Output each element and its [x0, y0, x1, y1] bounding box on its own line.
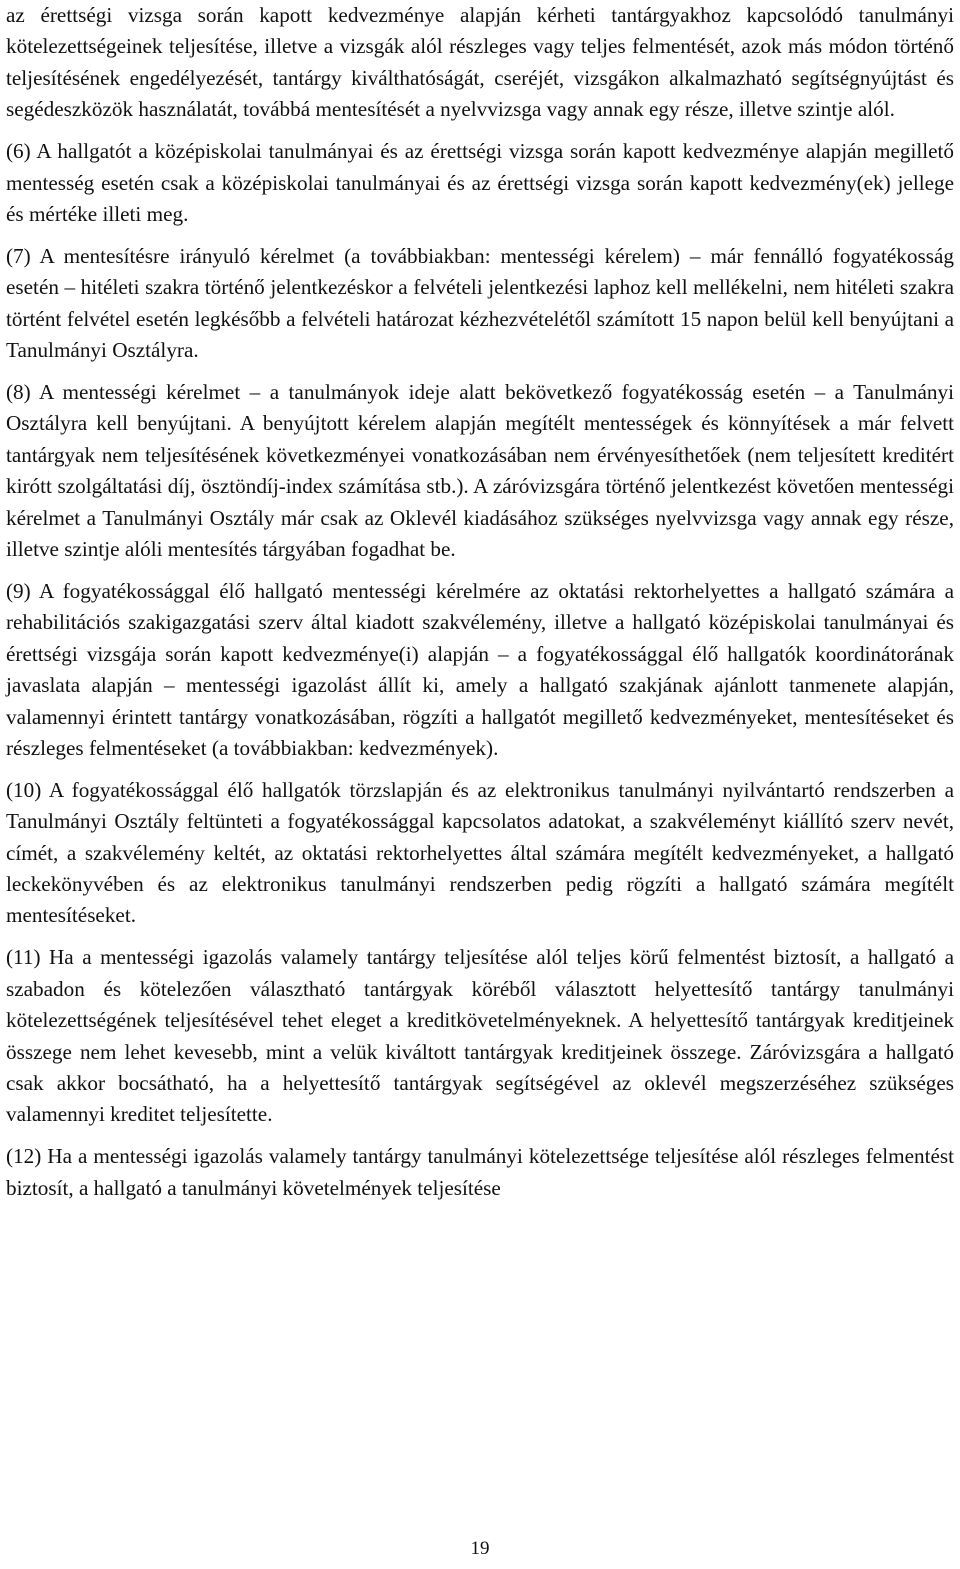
page-number: 19 — [470, 1538, 490, 1559]
paragraph-6: (6) A hallgatót a középiskolai tanulmányai és az érettségi vizsga során kapott kedvezménye alapján megillető mentesség esetén csak a középiskolai tanulmányai és az érettségi vizsga során kapott kedvezmény(ek) jellege és mértéke illeti meg. — [6, 139, 954, 226]
paragraph-9: (9) A fogyatékossággal élő hallgató mentességi kérelmére az oktatási rektorhelyettes a hallgató számára a rehabilitációs szakigazgatási szerv által kiadott szakvélemény, illetve a hallgató középiskolai tanulmányai és érettségi vizsgája során kapott kedvezménye(i) alapján – a fogyatékossággal élő hallgatók koordinátorának javaslata alapján – mentességi igazolást állít ki, amely a hallgató szakjának ajánlott tanmenete alapján, valamennyi érintett tantárgy vonatkozásában, rögzíti a hallgatót megillető kedvezményeket, mentesítéseket és részleges felmentéseket (a továbbiakban: kedvezmények). — [6, 578, 954, 760]
paragraph-12: (12) Ha a mentességi igazolás valamely tantárgy tanulmányi kötelezettsége teljesítése alól részleges felmentést biztosít, a hallgató a tanulmányi követelmények teljesítése — [6, 1144, 954, 1200]
paragraph-7: (7) A mentesítésre irányuló kérelmet (a továbbiakban: mentességi kérelem) – már fennálló fogyatékosság esetén – hitéleti szakra történő jelentkezéskor a felvételi jelentkezési laphoz kell mellékelni, nem hitéleti szakra történt felvétel esetén legkésőbb a felvételi határozat kézhezvételétől számított 15 napon belül kell benyújtani a Tanulmányi Osztályra. — [6, 243, 954, 363]
paragraph-8: (8) A mentességi kérelmet – a tanulmányok ideje alatt bekövetkező fogyatékosság esetén – a Tanulmányi Osztályra kell benyújtani. A benyújtott kérelem alapján megítélt mentességek és könnyítések a már felvett tantárgyak nem teljesítésének következményei vonatkozásában nem érvényesíthetőek (nem teljesített kreditért kirótt szolgáltatási díj, ösztöndíj-index számítása stb.). A záróvizsgára történő jelentkezést követően mentességi kérelmet a Tanulmányi Osztály már csak az Oklevél kiadásához szükséges nyelvvizsga vagy annak egy része, illetve szintje alóli mentesítés tárgyában fogadhat be. — [6, 379, 954, 561]
document-page — [6, 0, 954, 1204]
paragraph-continuation: az érettségi vizsga során kapott kedvezménye alapján kérheti tantárgyakhoz kapcsolódó tanulmányi kötelezettségeinek teljesítése, illetve a vizsgák alól részleges vagy teljes felmentését, azok más módon történő teljesítésének engedélyezését, tantárgy kiválthatóságát, cseréjét, vizsgákon alkalmazható segítségnyújtást és segédeszközök használatát, továbbá mentesítését a nyelvvizsga vagy annak egy része, illetve szintje alól. — [6, 3, 954, 122]
paragraph-10: (10) A fogyatékossággal élő hallgatók törzslapján és az elektronikus tanulmányi nyilvántartó rendszerben a Tanulmányi Osztály feltünteti a fogyatékossággal kapcsolatos adatokat, a szakvéleményt kiállító szerv nevét, címét, a szakvélemény keltét, az oktatási rektorhelyettes által számára megítélt kedvezményeket, a hallgató leckekönyvében és az elektronikus tanulmányi rendszerben pedig rögzíti a hallgató számára megítélt mentesítéseket. — [6, 777, 954, 928]
paragraph-11: (11) Ha a mentességi igazolás valamely tantárgy teljesítése alól teljes körű felmentést biztosít, a hallgató a szabadon és kötelezően választható tantárgyak köréből választott helyettesítő tantárgy tanulmányi kötelezettségének teljesítésével tehet eleget a kreditkövetelményeknek. A helyettesítő tantárgyak kreditjeinek összege nem lehet kevesebb, mint a velük kiváltott tantárgyak kreditjeinek összege. Záróvizsgára a hallgató csak akkor bocsátható, ha a helyettesítő tantárgyak segítségével az oklevél megszerzéséhez szükséges valamennyi kreditet teljesítette. — [6, 945, 954, 1127]
